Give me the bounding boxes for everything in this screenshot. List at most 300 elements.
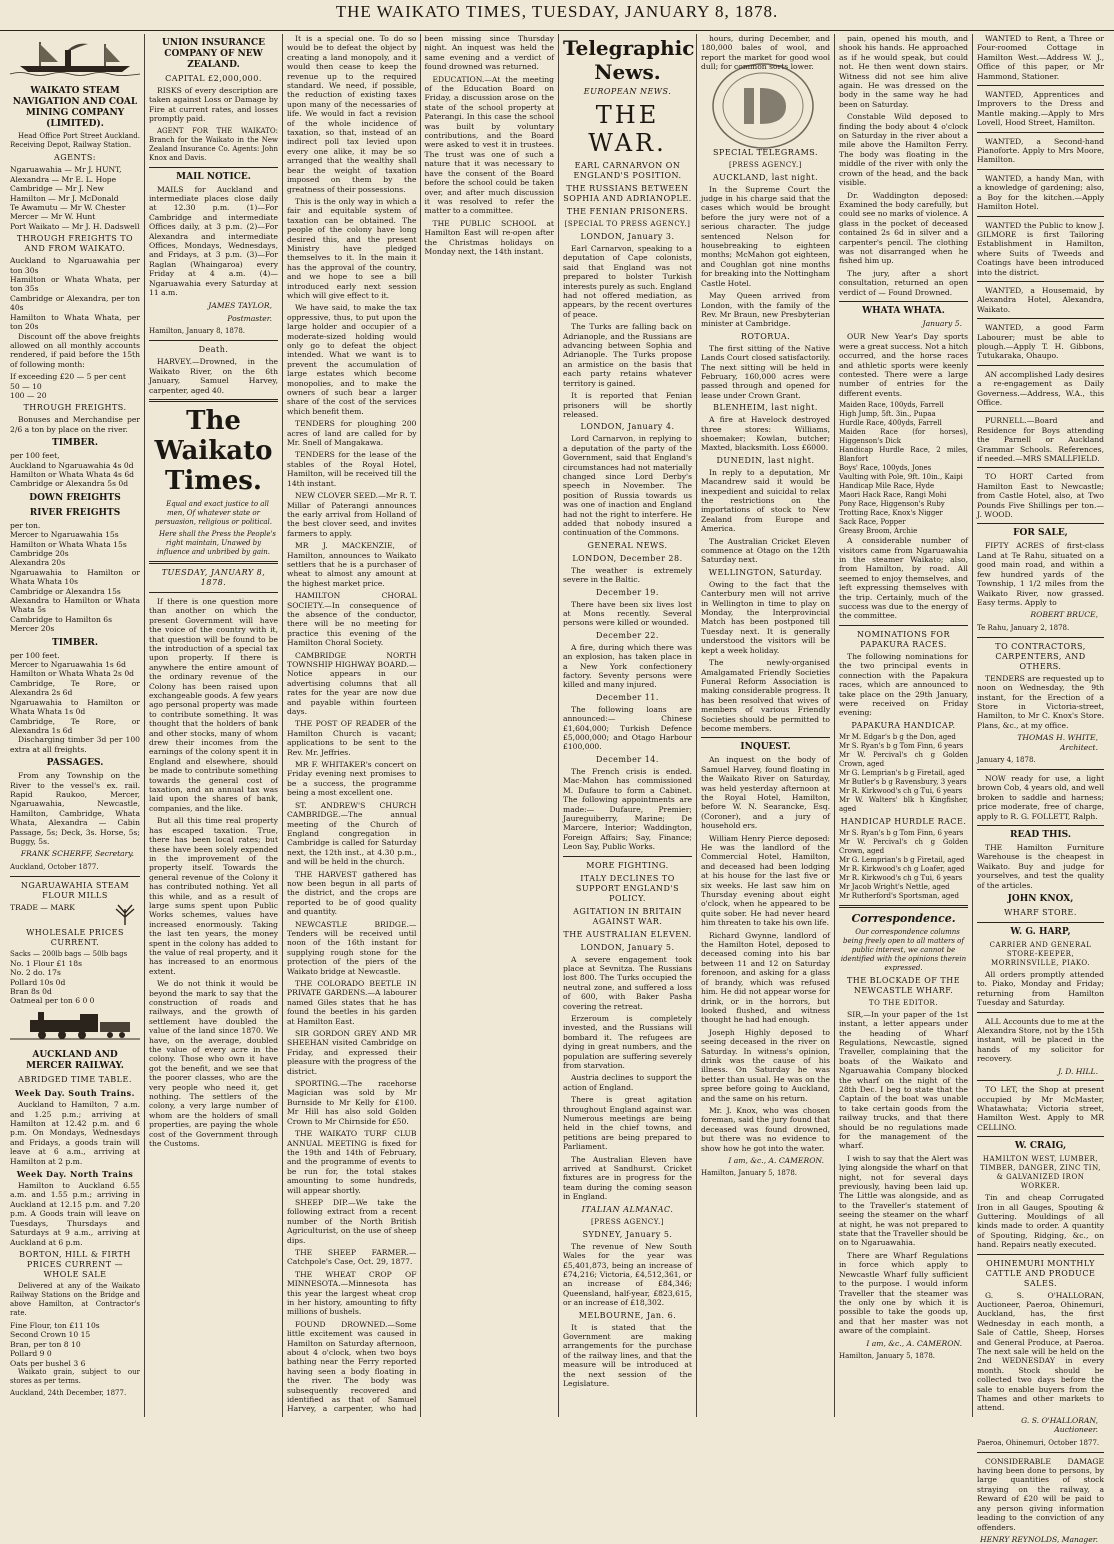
river-freights-head: RIVER FREIGHTS bbox=[29, 507, 121, 518]
river-line: Mercer 20s bbox=[10, 624, 55, 634]
classified-ad: ALL Accounts due to me at the Alexandra Store, not by the 15th instant, will be placed in the hands of my solicitor for recovery. bbox=[977, 1016, 1104, 1064]
editorial-paragraph: It is a special one. To do so would be to defeat the object by creating a land monopoly, and it would then cease to keep the revenue up to the required standard. We need, if possible, the reduction of existing taxes upon many of the necessaries of life. We would in fact a revision of the whole incidence of taxation, so that, instead of an indirect poll tax levied upon every one alike, it may be so arranged that the wealthy shall bear the weight of taxation imposed on them by the greatness of their possessions. bbox=[287, 34, 417, 194]
inquest-text: Mr. J. Knox, who was chosen foreman, said the jury found that deceased was found drowned, but there was no evidence to show how he got into the water. bbox=[701, 1105, 830, 1153]
south-trains-text: Auckland to Hamilton, 7 a.m. and 1.25 p.m.; arriving at Hamilton at 12.42 p.m. and 6 p.m. On Mondays, Wednesdays and Fridays, a goods train will leave at 6 a.m., arriving at Hamilton at 2 p.m. bbox=[10, 1100, 140, 1166]
news-item: ST. ANDREW'S CHURCH CAMBRIDGE.—The annual meeting of the Church of England congregation in Cambridge is called for Saturday next, the 12th inst., at 4.30 p.m., and will be held in the church. bbox=[287, 800, 417, 867]
divider bbox=[977, 85, 1104, 86]
trade-mark-row bbox=[10, 903, 140, 925]
price-line: No. 1 Flour £1 18s bbox=[10, 958, 82, 968]
event-result: Sack Race, Popper bbox=[839, 518, 906, 527]
divider bbox=[977, 769, 1104, 770]
timber2-line: Ngaruawahia to Hamilton or Whata Whata 1s 0d bbox=[10, 697, 140, 717]
divider bbox=[839, 301, 968, 302]
agency-note: [PRESS AGENCY.] bbox=[729, 160, 802, 169]
editorial-paragraph: We do not think it would be beyond the mark to say that the construction of roads and railways, and the growth of settlement have doubled the value of the land since 1870. We have, on the average, doubled the value of every acre in the colony. Those who own it have got the benefit, and we see that the poorer classes, who are the very people who need it, get nothing. The settlers of the colony, a very large number of whom are the holders of small properties, are paying the whole cost of the Government through the Customs. bbox=[149, 979, 278, 1149]
event-result: Handicap Hurdle Race, 2 miles, Blanfort bbox=[839, 446, 968, 464]
divider bbox=[977, 411, 1104, 412]
nomination: Mr W. Walters' blk h Kingfisher, aged bbox=[839, 795, 968, 813]
company-name: WAIKATO STEAM NAVIGATION AND COAL MINING COMPANY (LIMITED). bbox=[12, 86, 138, 130]
news-item: TENDERS for the lease of the stables of the Royal Hotel, Hamilton, will be received till the 14th instant. bbox=[287, 450, 417, 488]
agent-line: Alexandra — Mr E. L. Hope bbox=[10, 174, 117, 184]
event-result: Maiden Race, 100yds, Farrell bbox=[839, 401, 944, 410]
nomination: Mr Rutherford's Sportsman, aged bbox=[839, 891, 959, 900]
divider bbox=[977, 365, 1104, 366]
classified-ad: WANTED the Public to know J. GILMORE is first Tailoring Establishment in Hamilton, where Suits of Tweeds and Coatings have been introduced into the district. bbox=[977, 220, 1104, 277]
whata-whata-head: WHATA WHATA. bbox=[862, 305, 945, 316]
contractors-text: TENDERS are requested up to noon on Wednesday, the 9th instant, for the Erection of a Store in Victoria-street, Hamilton, to Mr C. Knox's Store. Plans, &c., at my office. bbox=[977, 673, 1104, 730]
john-knox-sub: WHARF STORE. bbox=[1004, 908, 1077, 918]
insurance-head: UNION INSURANCE COMPANY OF NEW ZEALAND. bbox=[162, 38, 265, 70]
editorial-paragraph: This is the only way in which a fair and equitable system of taxation can be obtained. The people of the colony have long desired this, and the present Ministry have pledged themselves to it. In the main it has the approval of the country, and we hope to see a bill introduced early next session which will give effect to it. bbox=[287, 196, 417, 300]
agent-line: Te Awamutu — Mr W. Chester bbox=[10, 203, 126, 213]
telegram-text: Owing to the fact that the Canterbury men will not arrive in Wellington in time to play on Monday, the Interprovincial Match has been postponed till Tuesday next. It is generally understood the visitors will be kept a week holiday. bbox=[701, 579, 830, 655]
news-item: MR F. WHITAKER's concert on Friday evening next promises to be a success, the programme being a most excellent one. bbox=[287, 760, 417, 798]
divider bbox=[149, 340, 278, 341]
divider bbox=[977, 1452, 1104, 1453]
river-line: Alexandra to Hamilton or Whata Whata 5s bbox=[10, 596, 140, 615]
divider bbox=[149, 592, 278, 593]
news-item: HAMILTON CHORAL SOCIETY.—In consequence of the absence of the conductor, there will be no meeting for practice this evening of the Hamilton Choral Society. bbox=[287, 591, 417, 648]
freight-head: THROUGH FREIGHTS TO AND FROM WAIKATO. bbox=[16, 234, 134, 254]
divider bbox=[977, 467, 1104, 468]
telegram-text: The revenue of New South Wales for the year was £5,401,873, being an increase of £74,216; Victoria, £4,512,361, or an increase of £84,346; Queensland, half-year, £823,615, or an increase of £18,302. bbox=[563, 1241, 692, 1308]
down-freights-head: DOWN FREIGHTS bbox=[29, 492, 121, 503]
event-result: Maori Hack Race, Rangi Mohi bbox=[839, 491, 947, 500]
divider bbox=[977, 169, 1104, 170]
classified-ad: WANTED, a good Farm Labourer; must be able to plough.—Apply T. H. Gibbons, Tutukaraka, Ohaupo. bbox=[977, 323, 1104, 361]
borton-sub: Delivered at any of the Waikato Railway Stations on the Bridge and above Hamilton, at Contractor's rate. bbox=[10, 1281, 140, 1317]
dateline: December 19. bbox=[596, 587, 659, 597]
classified-ad: WANTED to Rent, a Three or Four-roomed Cottage in Hamilton West.—Address W. J., Office of this paper, or Mr Hammond, Stationer. bbox=[977, 34, 1104, 81]
timber-head: TIMBER. bbox=[52, 438, 98, 449]
divider bbox=[977, 523, 1104, 524]
inquest-text: pain, opened his mouth, and shook his hands. He approached as if he would speak, but could not. He then went down stairs. Witness did not see him alive again. He was dressed on the body in the same way he had been on Saturday. bbox=[839, 34, 968, 109]
classified-ad: PURNELL.—Board and Residence for Boys attending the Parnell or Auckland Grammar Schools. References, if needed.—MRS SMALLFIELD. bbox=[977, 416, 1104, 464]
hurdle-race-head: HANDICAP HURDLE RACE. bbox=[840, 816, 967, 826]
correspondence-head: Correspondence. bbox=[851, 911, 956, 925]
timber2-line: Cambridge, Te Rore, or Alexandra 2s 6d bbox=[10, 678, 140, 698]
editorial-paragraph: We have said, to make the tax oppressive, thus, to put upon the large holder and occupier of a moderate-sized holding would only go to defeat the object intended. What we want is to prevent the accumulation of large estates which become monopolies, and to make the owners of such bear a larger share of the cost of the services which benefit them. bbox=[287, 303, 417, 416]
subhead: THE RUSSIANS BETWEEN SOPHIA AND ADRIANOPLE. bbox=[563, 184, 692, 203]
agents-head: AGENTS: bbox=[53, 153, 97, 163]
insurance-capital: CAPITAL £2,000,000. bbox=[165, 74, 262, 83]
through-sub: Bonuses and Merchandise per 2/6 a ton by place on the river. bbox=[10, 415, 140, 434]
divider bbox=[149, 167, 278, 168]
general-news-head: GENERAL NEWS. bbox=[587, 540, 668, 550]
news-item: THE POST OF READER of the Hamilton Church is vacant; applications to be sent to the Rev. Mr. Jeffries. bbox=[287, 719, 417, 757]
newspaper-motto: Equal and exact justice to all men, Of whatever state or persuasion, religious or political. bbox=[154, 499, 273, 526]
telegram-text: The French crisis is ended. Mac-Mahon has commissioned M. Dufaure to form a Cabinet. The following appointments are made:— Dufaure, Premier; Jaureguiberry, Marine; De Marcere, Interior; Waddington, Foreign Affairs; Say, Finance; Leon Say, Public Works. bbox=[563, 766, 692, 852]
company-office: Head Office Port Street Auckland. Receiving Depot, Railway Station. bbox=[10, 132, 140, 150]
telegram-text: A severe engagement took place at Sevnitza. The Russians lost 800. The Turks occupied the neutral zone, and suffered a loss of 600, with Baker Pasha covering the retreat. bbox=[563, 954, 692, 1011]
blockade-head: THE BLOCKADE OF THE NEWCASTLE WHARF. bbox=[846, 975, 961, 995]
whata-whata-date: January 5. bbox=[922, 318, 962, 328]
price-line: Oatmeal per ton 6 0 0 bbox=[10, 996, 95, 1006]
letter-signature: I am, &c., A. CAMERON. bbox=[866, 1338, 962, 1348]
event-result: Hurdle Race, 400yds, Farrell bbox=[839, 419, 942, 428]
river-line: Cambridge 20s bbox=[10, 549, 69, 558]
divider bbox=[977, 1080, 1104, 1081]
the-war-head: THE WAR. bbox=[588, 101, 667, 157]
news-item: NEW CLOVER SEED.—Mr R. T. Millar of Paterangi announces the early arrival from Holland of the best clover seed, and invites farmers to apply. bbox=[287, 491, 417, 538]
dateline: December 22. bbox=[596, 630, 659, 640]
damage-signature: HENRY REYNOLDS, Manager. bbox=[979, 1534, 1098, 1544]
death-head: Death. bbox=[198, 345, 229, 355]
for-sale-date: Te Rahu, January 2, 1878. bbox=[977, 623, 1070, 632]
freight-line: Hamilton to Whata Whata, per ton 20s bbox=[10, 312, 140, 332]
news-item: CAMBRIDGE NORTH TOWNSHIP HIGHWAY BOARD.—Notice appears in our advertising columns that all rates for the year are now due and payable within fourteen days. bbox=[287, 650, 417, 717]
river-line: Cambridge or Alexandra 15s bbox=[10, 586, 121, 596]
freight-line: Auckland to Ngaruawahia per ton 30s bbox=[10, 256, 140, 275]
to-the-editor: TO THE EDITOR. bbox=[868, 998, 939, 1007]
north-trains-head: Week Day. North Trains bbox=[16, 1169, 134, 1180]
telegram-text: The Australian Cricket Eleven commence at Otago on the 12th Saturday next. bbox=[701, 536, 830, 565]
steamship-illustration bbox=[10, 38, 140, 76]
column-2 bbox=[144, 34, 282, 1417]
column-6 bbox=[834, 34, 972, 1417]
news-item: MR J. MACKENZIE, of Hamilton, announces to Waikato settlers that he is a purchaser of wheat to almost any amount at the highest market price. bbox=[287, 541, 417, 588]
newspaper-motto-2: Here shall the Press the People's right maintain, Unawed by influence and unbribed by gain. bbox=[157, 529, 277, 556]
classified-ad: WANTED, Apprentices and Improvers to the Dress and Mantle making.—Apply to Mrs Lovell, Hood Street, Hamilton. bbox=[977, 90, 1104, 128]
nomination: Mr W. Percival's ch g Golden Crown, aged bbox=[839, 837, 968, 855]
nomination: Mr Jacob Wright's Nettle, aged bbox=[839, 882, 950, 891]
telegram-text: The weather is extremely severe in the Baltic. bbox=[563, 565, 692, 585]
classified-ad: TO HORT Carted from Hamilton East to Newcastle; from Castle Hotel, also, at Two Pounds Five Shillings per ton.—J. WOOD. bbox=[977, 472, 1104, 520]
dateline: ROTORUA. bbox=[740, 331, 791, 341]
telegram-text: The newly-organised Amalgamated Friendly Societies Funeral Reform Association is making considerable progress. It has been resolved that wives of members of various Friendly Societies should be permitted to become members. bbox=[701, 658, 830, 733]
whata-whata-text: OUR New Year's Day sports were a great success. Not a hitch occurred, and the horse races and athletic sports were keenly contested. There were a large number of entries for the different events. bbox=[839, 332, 968, 398]
news-item: SHEEP DIP.—We take the following extract from a recent number of the North British Agriculturist, on the use of sheep dips. bbox=[287, 1197, 417, 1245]
insurance-text: RISKS of every description are taken against Loss or Damage by Fire at current rates, and losses promptly paid. bbox=[149, 86, 278, 124]
timber2-line: Hamilton or Whata Whata 2s 0d bbox=[10, 669, 135, 679]
subhead: THE AUSTRALIAN ELEVEN. bbox=[563, 929, 692, 939]
telegram-text: A fire, during which there was an explosion, has taken place in a New York confectionery factory. Seventy persons were killed and many injured. bbox=[563, 642, 692, 690]
telegram-text: It is reported that Fenian prisoners will be shortly released. bbox=[563, 391, 692, 419]
divider bbox=[977, 1136, 1104, 1137]
event-result: High Jump, 5ft. 3in., Pupaa bbox=[839, 410, 936, 419]
columns bbox=[6, 34, 1108, 1544]
news-item: EDUCATION.—At the meeting of the Education Board on Friday, a discussion arose on the state of the school property at Paterangi. In this case the school was built by voluntary contributions, and the Board were asked to vest it in trustees. The trust was one of such a nature that it was necessary to have the consent of the Board before the school could be taken over, and after much discussion it was resolved to refer the matter to a committee. bbox=[424, 74, 554, 216]
telegram-text: There is great agitation throughout England against war. Numerous meetings are being held in the chief towns, and petitions are being prepared to Parliament. bbox=[563, 1095, 692, 1152]
telegram-text: Lord Carnarvon, in replying to a deputation of the party of the Government, said that England's circumstances had not materially changed since Lord Derby's speech in November. The position of Russia towards us was one of inaction and England had not the right to interfere. He added that nobody insured a continuation of the Commons. bbox=[563, 434, 692, 538]
nomination: Mr S. Ryan's b g Tom Finn, 6 years bbox=[839, 828, 964, 837]
passages-head: PASSAGES. bbox=[46, 758, 104, 769]
subhead: EARL CARNARVON ON ENGLAND'S POSITION. bbox=[573, 161, 682, 180]
secretary-date: Auckland, October 1877. bbox=[10, 862, 99, 871]
divider bbox=[977, 1012, 1104, 1013]
borton-price: Second Crown 10 15 bbox=[10, 1330, 91, 1340]
letter-text: There are Wharf Regulations in force which apply to Newcastle Wharf fully sufficient to the purpose. I would inform Traveller that the steamer was the only one by which it is possible to take the goods up, and that her master was not aware of the complaint. bbox=[839, 1250, 968, 1336]
telegram-text: It is stated that the Government are making arrangements for the purchase of the railway lines, and that the measure will be introduced at the next session of the Legislature. bbox=[563, 1322, 692, 1388]
telegram-text: May Queen arrived from London, with the family of the Rev. Mr Braun, new Presbyterian minister at Cambridge. bbox=[701, 291, 830, 329]
contractors-date: January 4, 1878. bbox=[977, 755, 1036, 764]
nomination: Mr Butler's b g Ravensbury, 3 years bbox=[839, 777, 967, 786]
event-result: Handicap Mile Race, Hyde bbox=[839, 482, 935, 491]
price-line: Pollard 10s 0d bbox=[10, 977, 66, 987]
timber2-line: Mercer to Ngaruawahia 1s 6d bbox=[10, 660, 126, 670]
dateline: AUCKLAND, last night. bbox=[712, 172, 819, 182]
freight-line: Cambridge or Alexandra, per ton 40s bbox=[10, 293, 140, 313]
ohinemuri-head: OHINEMURI MONTHLY CATTLE AND PRODUCE SALES. bbox=[985, 1258, 1096, 1288]
insurance-agent: AGENT FOR THE WAIKATO: Branch for the Waikato in the New Zealand Insurance Co. Agents: John Knox and Davis. bbox=[149, 126, 278, 162]
divider bbox=[839, 905, 968, 908]
inquest-text: Joseph Highly deposed to seeing deceased in the river on Saturday. In witness's opinion, drink was the cause of his illness. On Saturday he was better than usual. He was on the spree before going to Auckland, and the same on his return. bbox=[701, 1027, 830, 1103]
nomination: Mr R. Kirkwood's ch g Tui, 6 years bbox=[839, 873, 963, 882]
classified-ad: WANTED, a Second-hand Pianoforte. Apply to Mrs Moore, Hamilton. bbox=[977, 136, 1104, 165]
telegram-text: There have been six lives lost at Mons recently. Several persons were killed or wounded. bbox=[563, 599, 692, 628]
discharging-note: Discharging timber 3d per 100 extra at all freights. bbox=[10, 735, 140, 754]
telegram-text: Austria declines to support the action of England. bbox=[563, 1073, 692, 1092]
divider bbox=[701, 737, 830, 738]
harp-sub: CARRIER AND GENERAL STORE-KEEPER, MORRINSVILLE, PIAKO. bbox=[989, 941, 1092, 968]
timber2-line: per 100 feet. bbox=[10, 650, 60, 660]
divider bbox=[977, 1254, 1104, 1255]
masthead-title: THE WAIKATO TIMES, TUESDAY, JANUARY 8, 1878. bbox=[335, 2, 779, 21]
nomination: Mr G. Lemprian's b g Firetail, aged bbox=[839, 855, 965, 864]
price-line: Bran 8s 0d bbox=[10, 987, 52, 996]
dateline: LONDON, December 28. bbox=[572, 553, 683, 563]
borton-price: Fine Flour, ton £11 10s bbox=[10, 1320, 100, 1330]
divider bbox=[977, 922, 1104, 923]
dateline: MELBOURNE, Jan. 6. bbox=[578, 1310, 677, 1320]
event-result: Pony Race, Higgenson's Ruby bbox=[839, 500, 945, 509]
correspondence-note: Our correspondence columns being freely open to all matters of public interest, we cannot be identified with the opinions therein expressed. bbox=[840, 927, 967, 972]
prices-head: WHOLESALE PRICES CURRENT. bbox=[26, 927, 124, 947]
nomination: Mr R. Kirkwood's ch g Tui, 6 years bbox=[839, 786, 963, 795]
inquest-text: Dr. Waddington deposed: Examined the body carefully, but could see no marks of violence. A glass in the pocket of deceased contained 2s 6d in silver and a carpenter's pencil. The clothing was not disarranged when he fished him up. bbox=[839, 190, 968, 266]
locomotive-illustration bbox=[10, 1010, 140, 1040]
agent-line: Mercer — Mr W. Hunt bbox=[10, 212, 96, 222]
classified-ad: WANTED, a handy Man, with a knowledge of gardening; also, a Boy for the kitchen.—Apply Hamilton Hotel. bbox=[977, 173, 1104, 212]
divider bbox=[149, 561, 278, 564]
mail-notice-text: MAILS for Auckland and intermediate places close daily at 12.30 p.m. (1)—For Cambridge and intermediate Offices daily, at 3 p.m. (2)—For Alexandra and intermediate Offices, Mondays, Wednesdays, and Fridays, at 3 p.m. (3)—For Raglan (Whaingaroa) every Friday at 4 a.m. (4)—Ngaruawahia every Saturday at 11 a.m. bbox=[149, 184, 278, 298]
for-sale-signature: ROBERT BRUCE, bbox=[1030, 610, 1098, 620]
inquest-verdict: The jury, after a short consultation, returned an open verdict of — Found Drowned. bbox=[839, 268, 968, 297]
dateline: LONDON, January 3. bbox=[580, 232, 675, 241]
divider bbox=[977, 216, 1104, 217]
divider bbox=[563, 856, 692, 857]
subhead: THE FENIAN PRISONERS. bbox=[566, 207, 689, 216]
river-line: Alexandra 20s bbox=[10, 558, 66, 568]
borton-price: Oats per bushel 3 6 bbox=[10, 1358, 86, 1368]
subhead: MORE FIGHTING. bbox=[586, 860, 669, 870]
papakura-handicap-head: PAPAKURA HANDICAP. bbox=[851, 720, 956, 730]
accounts-signature: J. D. HILL. bbox=[1057, 1066, 1098, 1076]
column-5 bbox=[696, 34, 834, 1417]
river-line: Hamilton or Whata Whata 15s bbox=[10, 539, 127, 549]
inquest-text: Richard Gwynne, landlord of the Hamilton Hotel, deposed to deceased coming into his bar between 11 and 12 on Saturday forenoon, and asking for a glass of brandy, which was refused him. He did not appear worse for drink, or in the horrors, but looked flushed, and witness thought he had had enough. bbox=[701, 930, 830, 1025]
contractors-head: TO CONTRACTORS, CARPENTERS, AND OTHERS. bbox=[995, 641, 1086, 671]
john-knox-head: JOHN KNOX, bbox=[1007, 894, 1074, 905]
borton-price: Bran, per ton 8 10 bbox=[10, 1339, 81, 1349]
borton-head: BORTON, HILL & FIRTH PRICES CURRENT — WHOLE SALE bbox=[19, 1249, 131, 1279]
dateline: WELLINGTON, Saturday. bbox=[708, 567, 823, 577]
railway-head: AUCKLAND AND MERCER RAILWAY. bbox=[26, 1050, 124, 1072]
telegram-text: The first sitting of the Native Lands Court closed satisfactorily. The next sitting will be held in February, 160,000 acres were passed through and opened for lease under Crown Grant. bbox=[701, 343, 830, 400]
european-news-head: EUROPEAN NEWS. bbox=[583, 87, 672, 96]
discount-line: 100 — 20 bbox=[10, 390, 47, 400]
timber-line: Hamilton or Whata Whata 4s 6d bbox=[10, 469, 135, 479]
event-result: Greasy Broom, Archie bbox=[839, 527, 918, 536]
mill-head: NGARUAWAHIA STEAM FLOUR MILLS bbox=[20, 880, 130, 900]
letter-text: I wish to say that the Alert was lying alongside the wharf on that night, not for several days previously, having been laid up. The Little was alongside, and as to the Traveller's statement of seeing the steamer on the wharf at night, he was not prepared to state that the Traveller should be on to Ngaruawahia. bbox=[839, 1153, 968, 1248]
timber-line: Cambridge or Alexandra 5s 0d bbox=[10, 479, 129, 489]
craig-head: W. CRAIG, bbox=[1014, 1141, 1067, 1152]
classified-ad: AN accomplished Lady desires a re-engagement as Daily Governess.—Address, W.A., this Office. bbox=[977, 369, 1104, 407]
for-sale-head: FOR SALE, bbox=[1013, 528, 1068, 539]
passages-text: From any Township on the River to the vessel's ex. rail. Rapid Raukoo, Mercer, Ngaruawahia, Newcastle, Hamilton, Cambridge, Whata Whata, Alexandra — Cabin Passage, 5s; Deck, 3s. Horse, 5s; Buggy, 5s. bbox=[10, 771, 140, 846]
borton-note: Waikato grain, subject to our stores as per terms. bbox=[10, 1367, 140, 1385]
north-trains-text: Hamilton to Auckland 6.55 a.m. and 1.55 p.m.; arriving in Auckland at 12.15 p.m. and 7.20 p.m. A Goods train will leave on Tuesdays, Thursdays and Saturdays at 9 a.m., arriving at Auckland at 6 p.m. bbox=[10, 1181, 140, 1247]
discount-line: 50 — 10 bbox=[10, 381, 42, 391]
divider bbox=[977, 281, 1104, 282]
timber2-head: TIMBER. bbox=[52, 637, 98, 648]
freight-line: Hamilton or Whata Whata, per ton 35s bbox=[10, 275, 140, 294]
column-7 bbox=[972, 34, 1108, 1544]
news-item: THE HARVEST gathered has now been begun in all parts of the district, and the crops are reported to be of good quality and quantity. bbox=[287, 869, 417, 917]
nomination: Mr W. Percival's ch g Golden Crown, aged bbox=[839, 750, 968, 768]
trade-mark-label: TRADE — MARK bbox=[10, 902, 75, 912]
ohinemuri-text: G. S. O'HALLORAN, Auctioneer, Paeroa, Ohinemuri, Auckland, has, the first Wednesday in each month, a Sale of Cattle, Sheep, Horses and General Produce, at Paeroa. The next sale will be held on the 2nd WEDNESDAY in every month. Stock should be collected two days before the sale to enable buyers from the Thames and other markets to attend. bbox=[977, 1290, 1104, 1413]
dateline: LONDON, January 5. bbox=[580, 942, 675, 952]
subhead: AGITATION IN BRITAIN AGAINST WAR. bbox=[573, 906, 682, 926]
agent-line: Cambridge — Mr J. New bbox=[10, 184, 104, 194]
news-item: SPORTING.—The racehorse Magician was sold by Mr Burnside to Mr Kelly for £100. Mr Hill has also sold Golden Crown to Mr Chirnside for £50. bbox=[287, 1079, 417, 1126]
special-telegrams-head: SPECIAL TELEGRAMS. bbox=[712, 147, 819, 157]
classified-ad: TO LET, the Shop at present occupied by Mr McMaster, Whatawhata; Victoria street, Hamilton West. Apply to MR CELLINO. bbox=[977, 1085, 1104, 1132]
craig-sub: HAMILTON WEST, LUMBER, TIMBER, DANGER, ZINC TIN, & GALVANIZED IRON WORKER. bbox=[980, 1155, 1101, 1191]
classified-ad: CONSIDERABLE DAMAGE having been done to persons, by large quantities of stock straying on the railway, a Reward of £20 will be paid to any person giving information leading to the conviction of any offenders. bbox=[977, 1456, 1104, 1532]
secretary-signature: FRANK SCHERFF, Secretary. bbox=[20, 849, 134, 859]
divider bbox=[149, 399, 278, 402]
telegram-text: Earl Carnarvon, speaking to a deputation of Cape colonists, said that England was not prepared to bolster Turkish interests purely as such. England had not offered mediation, as appears, by the recent overtures of peace. bbox=[563, 244, 692, 319]
read-this-text: THE Hamilton Furniture Warehouse is the cheapest in Waikato. Buy and judge for yourselves, and test the quality of the articles. bbox=[977, 843, 1104, 890]
telegram-text: In the Supreme Court the judge in his charge said that the cases which would be brought before the jury were not of a serious character. The judge sentenced Nelson for housebreaking to eighteen months; McMahon got eighteen, and Coughlan got nine months for breaking into the Nottingham Castle Hotel. bbox=[701, 184, 830, 288]
borton-price: Pollard 9 0 bbox=[10, 1349, 52, 1359]
telegram-text: The Australian Eleven have arrived at Sandhurst. Cricket fixtures are in progress for the team during the coming season in England. bbox=[563, 1154, 692, 1202]
telegram-text: hours, during December, and 180,000 bales of wool, and report the market for good wool dull; for common sorts lower. bbox=[701, 34, 830, 72]
death-text: HARVEY.—Drowned, in the Waikato River, on the 6th January, Samuel Harvey, carpenter, aged 40. bbox=[149, 357, 278, 395]
masthead bbox=[0, 2, 1114, 31]
telegram-text: The following loans are announced:— Chinese £1,604,000; Turkish Defence £5,000,000; and Otago Harbour £100,000. bbox=[563, 704, 692, 752]
dateline: LONDON, January 4. bbox=[580, 422, 675, 432]
nomination: Mr M. Edgar's b g the Don, aged bbox=[839, 732, 956, 741]
divider bbox=[10, 876, 140, 877]
agent-line: Ngaruawahia — Mr J. HUNT, bbox=[10, 165, 122, 175]
italian-almanac-head: ITALIAN ALMANAC. bbox=[581, 1204, 674, 1214]
event-result: Trotting Race, Knox's Nigger bbox=[839, 509, 943, 518]
whata-whata-note: A considerable number of visitors came from Ngaruawahia in the steamer Waikato; also, from Hamilton, by road. All seemed to enjoy themselves, and left expressing themselves with the trip. Certainly, much of the success was due to the energy of the committee. bbox=[839, 536, 968, 621]
inquest-signature: I am, &c., A. CAMERON. bbox=[728, 1156, 824, 1165]
river-line: Mercer to Ngaruawahia 15s bbox=[10, 530, 119, 540]
classified-ad: NOW ready for use, a light brown Cob, 4 years old, and well broken to saddle and harness; price moderate, free of charge, apply to R. G. FOLLETT, Ralph. bbox=[977, 773, 1104, 821]
dateline: BLENHEIM, last night. bbox=[713, 403, 818, 413]
railway-sub: ABRIDGED TIME TABLE. bbox=[18, 1075, 132, 1085]
telegram-text: In reply to a deputation, Mr Macandrew said it would be inexpedient and suicidal to relax the restrictions on the importations of stock to New Zealand from Europe and America. bbox=[701, 467, 830, 534]
ohinemuri-date: Paeroa, Ohinemuri, October 1877. bbox=[977, 1438, 1100, 1447]
telegram-text: Erzeroum is completely invested, and the Russians will bombard it. The refugees are dying in great numbers, and the population are suffering severely from starvation. bbox=[563, 1013, 692, 1070]
agency-note: [SPECIAL TO PRESS AGENCY.] bbox=[564, 220, 691, 228]
divider bbox=[977, 132, 1104, 133]
wheat-sheaf-icon bbox=[110, 903, 140, 925]
postmaster-date: Hamilton, January 8, 1878. bbox=[149, 327, 246, 336]
inquest-text: An inquest on the body of Samuel Harvey, found floating in the Waikato River on Saturday, was held yesterday afternoon at the Royal Hotel, Hamilton, before W. N. Searancke, Esq. (Coroner), and a jury of household ers. bbox=[701, 755, 830, 831]
editorial-paragraph: If there is one question more than another on which the present Government will have the voice of the country with it, that question will be found to be the introduction of a special tax upon property. If there is anywhere the entire amount of the ordinary revenue of the Colony has been raised upon exchangeable goods. A few years ago personal property was made to contribute something. It was thought that the holders of bank and other stocks, many of whom drew their incomes from the earnings of the colony spent it in England and elsewhere, should be made to contribute something towards the general cost of taxation, and an annual tax was laid upon the shares of bank, companies, and the like. bbox=[149, 596, 278, 813]
column-1 bbox=[6, 34, 144, 1417]
agency-note: [PRESS AGENCY.] bbox=[591, 1217, 664, 1226]
timber-line: Auckland to Ngaruawahia 4s 0d bbox=[10, 460, 134, 470]
divider bbox=[977, 318, 1104, 319]
mail-notice-head: MAIL NOTICE. bbox=[176, 171, 251, 182]
nomination: Mr R. Kirkwood's ch g Loafer, aged bbox=[839, 864, 965, 873]
south-trains-head: Week Day. South Trains. bbox=[15, 1088, 135, 1099]
river-line: per ton. bbox=[10, 520, 41, 530]
nominations-head: NOMINATIONS FOR PAPAKURA RACES. bbox=[857, 629, 950, 649]
news-item: SIR GORDON GREY AND MR SHEEHAN visited Cambridge on Friday, and expressed their pleasure with the progress of the district. bbox=[287, 1029, 417, 1076]
news-item: THE SHEEP FARMER.—Catchpole's Case, Oct. 29, 1877. bbox=[287, 1247, 417, 1267]
event-result: Maiden Race (for horses), Higgenson's Dick bbox=[839, 428, 968, 446]
telegram-text: A fire at Havelock destroyed three stores: Williams, shoemaker; Kowlan, butcher; Maxted, blacksmith. Loss £6000. bbox=[701, 415, 830, 453]
agent-line: Port Waikato — Mr J. H. Dadswell bbox=[10, 221, 140, 231]
borton-date: Auckland, 24th December, 1877. bbox=[10, 1388, 127, 1397]
dateline: December 11. bbox=[596, 692, 659, 702]
inquest-date: Hamilton, January 5, 1878. bbox=[701, 1169, 798, 1178]
harp-text: All orders promptly attended to. Piako, Monday and Friday; returning from Hamilton Tuesday and Saturday. bbox=[977, 970, 1104, 1008]
divider bbox=[977, 637, 1104, 638]
nominations-text: The following nominations for the two principal events in connection with the Papakura races, which are announced to take place on the 29th January, were received on Friday evening: bbox=[839, 651, 968, 718]
news-item: THE COLORADO BEETLE IN PRIVATE GARDENS.—A labourer named Giles states that he has found the beetles in his garden at Hamilton East. bbox=[287, 979, 417, 1026]
event-result: Boys' Race, 100yds, Jones bbox=[839, 464, 932, 473]
news-item: TENDERS for ploughing 200 acres of land are called for by Mr. Snell of Mangakawa. bbox=[287, 419, 417, 448]
subhead: ITALY DECLINES TO SUPPORT ENGLAND'S POLICY. bbox=[575, 873, 680, 903]
river-line: Ngaruawahia to Hamilton or Whata Whata 10s bbox=[10, 567, 140, 587]
inquest-head: INQUEST. bbox=[740, 742, 791, 753]
dateline: DUNEDIN, last night. bbox=[716, 455, 815, 465]
timber2-line: Cambridge, Te Rore, or Alexandra 1s 6d bbox=[10, 716, 140, 735]
letter-date: Hamilton, January 5, 1878. bbox=[839, 1351, 936, 1360]
news-item: THE WAIKATO TURF CLUB ANNUAL MEETING is fixed for the 19th and 14th of February, and the programme of events to be run for, the total stakes amounting to some hundreds, will appear shortly. bbox=[287, 1129, 417, 1195]
agent-line: Hamilton — Mr J. McDonald bbox=[10, 193, 119, 203]
library-stamp-icon bbox=[708, 58, 818, 154]
news-item: THE WHEAT CROP OF MINNESOTA.—Minnesota has this year the largest wheat crop in her history, amounting to fifty millions of bushels. bbox=[287, 1269, 417, 1317]
news-item: FOUND DROWNED.—Some little excitement was caused in Hamilton on Saturday afternoon, about 4 o'clock, when two boys bathing near the Ferry reported having seen a body floating in the river. The body was subsequently recovered and identified as that of Samuel Harvey, a carpenter, who had been missing since Thursday night. An inquest was held the same evening and a verdict of found drowned was returned. bbox=[287, 34, 554, 1414]
read-this-head: READ THIS. bbox=[1010, 830, 1071, 840]
river-line: Cambridge to Hamilton 6s bbox=[10, 614, 112, 624]
divider bbox=[977, 825, 1104, 826]
newspaper-flag: The Waikato Times. bbox=[154, 405, 273, 496]
discount-text: Discount off the above freights allowed on all monthly accounts rendered, if paid before the 15th of following month: bbox=[10, 331, 140, 369]
prices-sub: Sacks — 200lb bags — 50lb bags bbox=[10, 949, 128, 958]
nomination: Mr S. Ryan's b g Tom Finn, 6 years bbox=[839, 741, 964, 750]
discount-line: If exceeding £20 — 5 per cent bbox=[10, 372, 126, 382]
ohinemuri-signature: G. S. O'HALLORAN, Auctioneer. bbox=[1021, 1415, 1098, 1435]
edition-date: TUESDAY, JANUARY 8, 1878. bbox=[161, 567, 266, 587]
classified-ad: WANTED, a Housemaid, by Alexandra Hotel, Alexandra, Waikato. bbox=[977, 285, 1104, 314]
contractors-signature: THOMAS H. WHITE, Architect. bbox=[1017, 733, 1098, 752]
letter-text: SIR,—In your paper of the 1st instant, a letter appears under the heading of Wharf Regulations, Newcastle, signed Traveller, complaining that the boats of the Waikato and Ngaruawahia Company blocked the wharf on the night of the 28th Dec. I beg to state that the Captain of the boat was unable to take certain goods from the railway trucks, and that there should be no regulations made for the management of the wharf. bbox=[839, 1009, 968, 1151]
nomination: Mr G. Lemprian's b g Firetail, aged bbox=[839, 768, 965, 777]
for-sale-text: FIFTY ACRES of first-class Land at Te Rahu, situated on a good main road, and within a few hundred yards of the Township, 1 1/2 miles from the Waikato River, now grassed. Easy terms. Apply to bbox=[977, 541, 1104, 607]
telegram-text: The Turks are falling back on Adrianople, and the Russians are advancing between Sophia and Adrianople. The Turks propose an armistice on the basis that each party retains whatever territory is gained. bbox=[563, 322, 692, 388]
news-item: THE PUBLIC SCHOOL at Hamilton East will re-open after the Christmas holidays on Monday next, the 14th instant. bbox=[424, 218, 554, 256]
dateline: SYDNEY, January 5. bbox=[582, 1229, 673, 1239]
column-4 bbox=[558, 34, 696, 1417]
timber-line: per 100 feet, bbox=[10, 451, 60, 461]
editorial-paragraph: But all this time real property has escaped taxation. True, there has been local rates; but these have been solely expended in the improvement of the property itself. Towards the general revenue of the Colony it has contributed nothing. Yet all this while, and as a result of large sums spent upon Public Works schemes, values have increased enormously. Taking the last ten years, the money spent in the colony has added to the value of real property, and it has increased to an enormous extent. bbox=[149, 816, 278, 976]
divider bbox=[839, 625, 968, 626]
postmaster-title: Postmaster. bbox=[227, 313, 272, 323]
price-line: No. 2 do. 17s bbox=[10, 968, 61, 978]
